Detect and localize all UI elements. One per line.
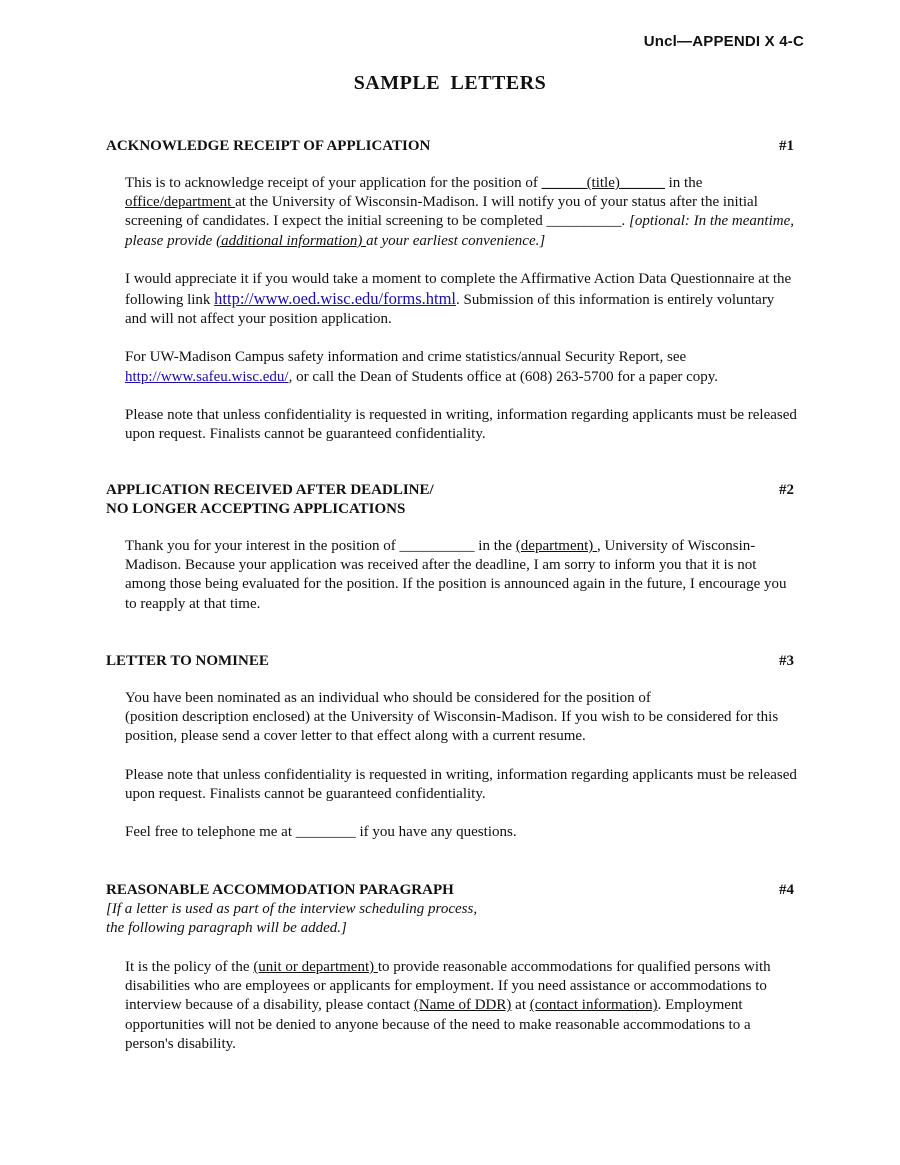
appendix-label: Uncl—APPENDI X 4-C [643,33,804,50]
section-note: [If a letter is used as part of the interview scheduling process, the following paragraph will be added.] [106,901,478,936]
safeu-link[interactable]: http://www.safeu.wisc.edu/ [125,368,289,385]
phone-blank: ________ [295,824,356,841]
additional-info-placeholder: (additional information) [216,232,367,249]
section-title: ACKNOWLEDGE RECEIPT OF APPLICATION [106,138,431,154]
section-heading [106,652,794,671]
page-title: SAMPLE LETTERS [353,72,547,94]
section-heading [106,481,794,519]
paragraph: I would appreciate it if you would take a moment to complete the Affirmative Action Data Questionnaire at the following link http://www.oed.wisc.edu/forms.html. Submission of this information is entirely voluntary and will not affect your position application. [125,270,792,328]
section-number: #2 [779,482,794,498]
paragraph: Please note that unless confidentiality is requested in writing, information regarding applicants must be released upon request. Finalists cannot be guaranteed confidentiality. [125,766,797,802]
date-blank: __________ [546,213,622,230]
section-letter-to-nominee [106,652,797,842]
section-number: #4 [779,882,794,898]
contact-placeholder: (contact information) [529,997,658,1014]
title-placeholder: ______(title)______ [541,175,665,191]
section-after-deadline [106,481,794,614]
department-placeholder: (department) [515,538,598,554]
section-heading [106,137,794,156]
paragraph: For UW-Madison Campus safety information and crime statistics/annual Security Report, see http://www.safeu.wisc.edu/, or call the Dean of Students office at (608) 263-5700 for a paper copy. [125,349,719,385]
paragraph: Please note that unless confidentiality is requested in writing, information regarding applicants must be released upon request. Finalists cannot be guaranteed confidentiality. [125,406,797,443]
unit-placeholder: (unit or department) [253,959,378,975]
section-title: LETTER TO NOMINEE [106,653,269,669]
ddr-placeholder: (Name of DDR) [413,997,512,1014]
section-title: APPLICATION RECEIVED AFTER DEADLINE/ [106,482,434,498]
section-title: REASONABLE ACCOMMODATION PARAGRAPH [106,882,454,898]
paragraph: This is to acknowledge receipt of your application for the position of ______(title)______ in the office/department at the University of Wisconsin-Madison. I will notify you of your status after the initial screening of candidates. I expect the initial screening to be completed __________. [optional: In the meantime, please provide (additional information) at your earliest convenience.] [125,175,794,249]
section-number: #3 [779,653,794,669]
forms-link[interactable]: http://www.oed.wisc.edu/forms.html [214,289,456,309]
paragraph: Feel free to telephone me at ________ if you have any questions. [125,824,517,841]
section-number: #1 [779,138,794,154]
section-acknowledge-receipt [106,137,797,444]
position-blank: __________ [399,538,475,554]
section-reasonable-accommodation [106,881,794,1054]
section-heading [106,881,794,900]
paragraph: Thank you for your interest in the position of __________ in the (department) , University of Wisconsin-Madison. Because your application was received after the deadline, I am sorry to inform you that it is not among those being evaluated for the position. If the position is announced again in the future, I encourage you to reapply at that time. [125,538,787,612]
paragraph: You have been nominated as an individual who should be considered for the position of (position description enclosed) at the University of Wisconsin-Madison. If you wish to be considered for this position, please send a cover letter to that effect along with a current resume. [125,690,779,745]
paragraph: It is the policy of the (unit or department) to provide reasonable accommodations for qualified persons with disabilities who are employees or applicants for employment. If you need assistance or accommodations to interview because of a disability, please contact (Name of DDR) at (contact information). Employment opportunities will not be denied to anyone because of the need to make reasonable accommodations to a person's disability. [125,959,771,1052]
section-title-line-2: NO LONGER ACCEPTING APPLICATIONS [106,501,406,517]
office-placeholder: office/department [125,194,236,211]
